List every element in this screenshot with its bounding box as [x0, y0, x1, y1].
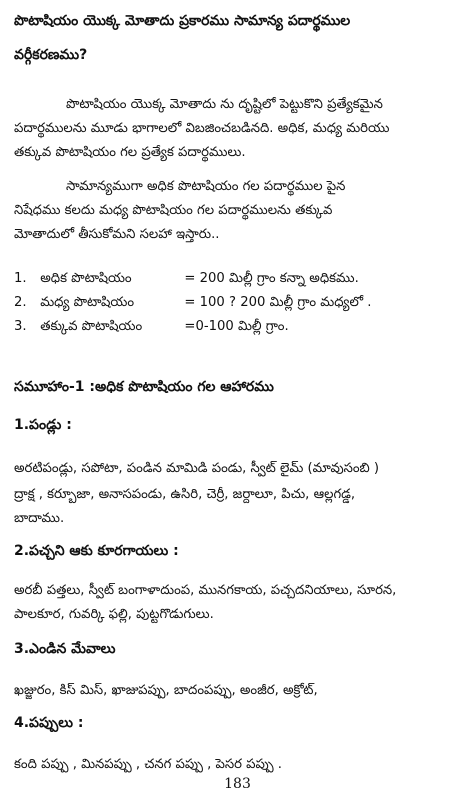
- group-heading: సమూహాం-1 :అధిక పొటాషియం గల ఆహారము: [14, 379, 274, 395]
- level-range: = 200 మిల్లీ గ్రాం కన్నా అధికము.: [184, 271, 359, 286]
- intro-line-3: తక్కువ పొటాషియం గల ప్రత్యేక పదార్థములు.: [14, 145, 246, 160]
- greens-heading: 2.పచ్చని ఆకు కూరగాయలు :: [14, 543, 179, 559]
- greens-line-2: పాలకూర, గువర్కి ఫల్లి, పుట్టగొడుగులు.: [14, 607, 214, 622]
- fruits-line-2: ద్రాక్ష , కర్బూజా, అనాసపండు, ఉసిరి, చెర్రీ, జర్దాలూ, పిచు, ఆల్లగడ్డ,: [14, 487, 356, 502]
- fruits-line-3: బాదాము.: [14, 511, 65, 526]
- advice-line-3: మోతాదులో తీసుకోమని సలహా ఇస్తారు..: [14, 227, 220, 242]
- advice-line-2: నిషేధము కలదు మధ్య పొటాషియం గల పదార్థములను తక్కువ: [14, 203, 333, 218]
- dryfruits-heading: 3.ఎండిన మేవాలు: [14, 641, 116, 657]
- list-number: 3.: [14, 319, 27, 334]
- page-number: 183: [224, 776, 251, 792]
- level-range: = 100 ? 200 మిల్లీ గ్రాం మధ్యలో .: [184, 295, 372, 310]
- greens-line-1: అరబీ పత్తలు, స్వీట్ బంగాళాదుంప, మునగకాయ, పచ్చదనియాలు, సూరన,: [14, 583, 397, 598]
- page-title-line-2: వర్గీకరణము?: [14, 47, 88, 63]
- pulses-heading: 4.పప్పులు :: [14, 715, 84, 731]
- dryfruits-line-1: ఖజ్జురం, కిస్ మిస్, ఖాజుపప్పు, బాదంపప్పు, అంజీర, అక్రోట్,: [14, 683, 318, 698]
- intro-line-1: పొటాషియం యొక్క మోతాదు ను దృష్టిలో పెట్టుకొని ప్రత్యేకమైన: [66, 97, 383, 112]
- level-name: అధిక పొటాషియం: [40, 271, 132, 286]
- pulses-line-1: కంది పప్పు , మినపప్పు , చనగ పప్పు , పెసర పప్పు .: [14, 757, 282, 772]
- level-range: =0-100 మిల్లీ గ్రాం.: [184, 319, 289, 334]
- advice-line-1: సామాన్యముగా అధిక పొటాషియం గల పదార్థముల పైన: [66, 179, 346, 194]
- list-number: 1.: [14, 271, 27, 286]
- list-number: 2.: [14, 295, 27, 310]
- potassium-level-row: [14, 270, 463, 288]
- page-title-line-1: పొటాషియం యొక్క మోతాదు ప్రకారము సామాన్య పదార్థముల: [14, 13, 351, 29]
- level-name: మధ్య పొటాషియం: [40, 295, 135, 310]
- level-name: తక్కువ పొటాషియం: [40, 319, 143, 334]
- fruits-heading: 1.పండ్లు :: [14, 417, 72, 433]
- fruits-line-1: అరటిపండ్లు, సపోటా, పండిన మామిడి పండు, స్వీట్ లైమ్ (మావుసంబి ): [14, 461, 380, 476]
- potassium-level-row: [14, 294, 463, 312]
- intro-line-2: పదార్థములను మూడు భాగాలలో విబజించబడినది. అధిక, మధ్య మరియు: [14, 121, 390, 136]
- potassium-level-row: [14, 318, 463, 336]
